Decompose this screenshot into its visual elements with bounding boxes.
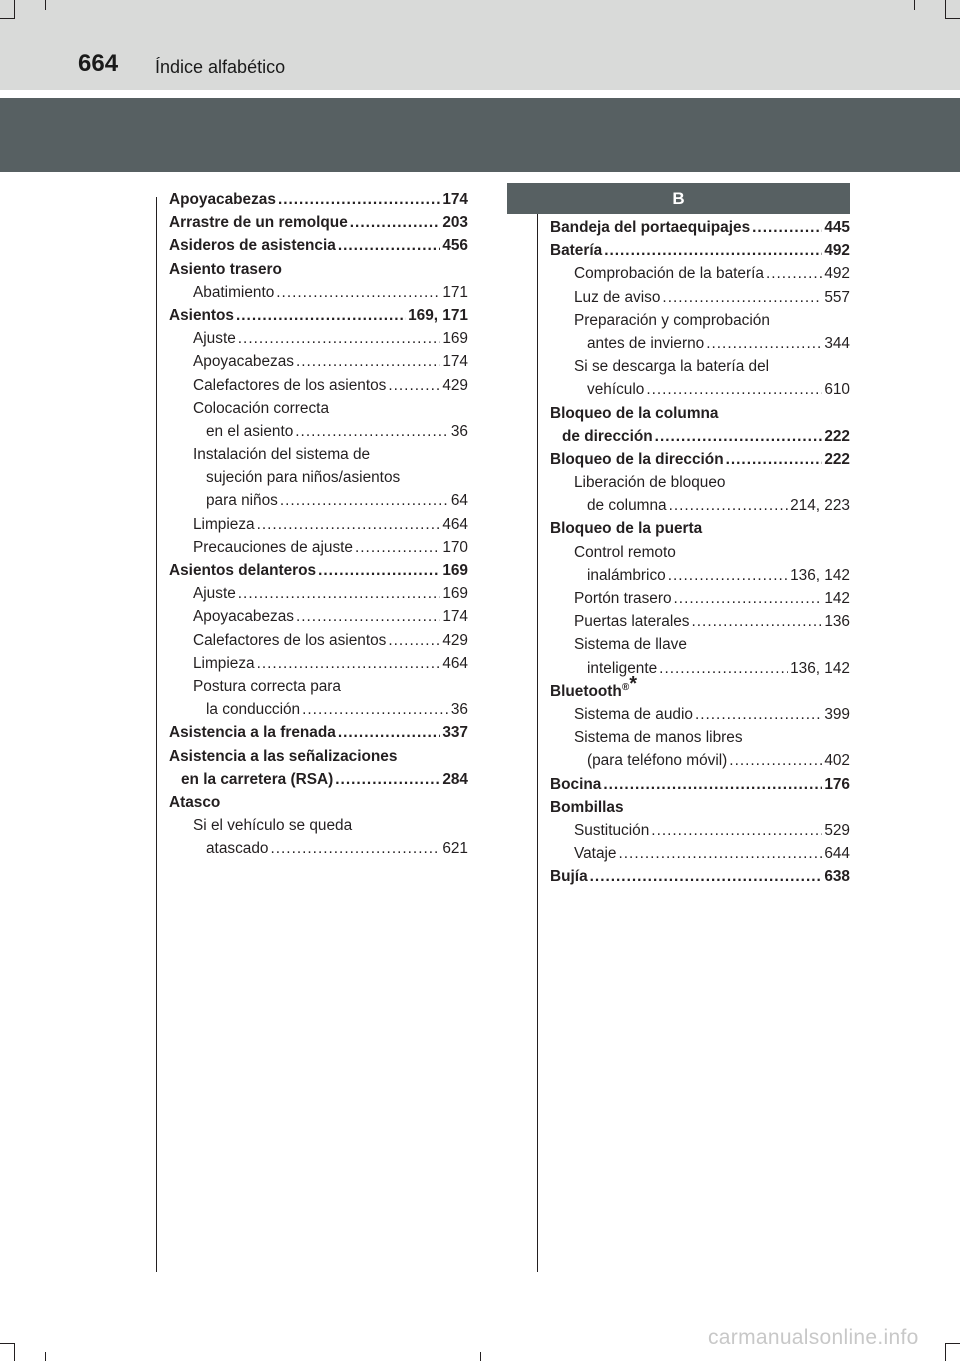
index-entry — [169, 698, 468, 721]
entry-label: Postura correcta para — [193, 677, 341, 695]
index-entry — [550, 309, 850, 332]
page-title: Índice alfabético — [155, 57, 286, 77]
entry-label: Bloqueo de la columna — [550, 404, 719, 422]
index-entry — [169, 420, 468, 443]
dot-leader — [651, 819, 822, 842]
crop-mark — [14, 0, 15, 18]
entry-page: 174 — [442, 608, 468, 626]
entry-page: 169 — [442, 330, 468, 348]
entry-label: Limpieza — [193, 654, 255, 672]
entry-page: 203 — [442, 214, 468, 232]
entry-label: Portón trasero — [574, 590, 672, 607]
entry-label: Limpieza — [193, 515, 255, 533]
dot-leader — [388, 374, 440, 397]
index-entry — [550, 819, 850, 842]
entry-page: 464 — [442, 654, 468, 672]
index-entry — [550, 633, 850, 656]
index-entry — [169, 281, 468, 304]
dot-leader — [280, 489, 449, 512]
entry-label: Puertas laterales — [574, 613, 690, 631]
entry-page: 399 — [824, 705, 850, 723]
entry-label: Colocación correcta — [193, 399, 330, 417]
entry-page: 337 — [442, 724, 468, 742]
index-entry — [550, 216, 850, 239]
entry-label: en la carretera (RSA) — [181, 770, 334, 788]
entry-page: 64 — [450, 492, 468, 510]
entry-label: (para teléfono móvil) — [587, 752, 728, 770]
entry-label: Si se descarga la batería del — [574, 358, 770, 376]
entry-label: Sustitución — [574, 821, 650, 839]
crop-mark — [480, 1352, 481, 1361]
dot-leader — [388, 629, 440, 652]
entry-label: Vataje — [574, 845, 617, 863]
index-entry — [169, 304, 468, 327]
index-entry — [550, 657, 850, 680]
dot-leader — [590, 865, 823, 888]
dot-leader — [350, 211, 441, 234]
index-column-right — [550, 216, 850, 888]
dot-leader — [278, 188, 440, 211]
entry-page: 136, 142 — [790, 659, 850, 677]
index-entry — [550, 494, 850, 517]
index-entry — [169, 234, 468, 257]
dot-leader — [318, 559, 440, 582]
index-entry — [550, 286, 850, 309]
dot-leader — [726, 448, 823, 471]
entry-page: 36 — [450, 701, 468, 719]
entry-page: 171 — [442, 283, 468, 301]
index-entry — [550, 425, 850, 448]
entry-label: atascado — [206, 840, 269, 858]
entry-page: 638 — [824, 868, 850, 886]
entry-page: 136, 142 — [790, 566, 850, 584]
index-entry — [550, 564, 850, 587]
header-dark-band — [0, 98, 960, 172]
entry-label: de columna — [587, 497, 667, 515]
dot-leader — [604, 239, 822, 262]
index-entry — [169, 837, 468, 860]
entry-label: Bombillas — [550, 798, 624, 816]
header-band — [0, 0, 960, 90]
entry-page: 142 — [824, 590, 850, 607]
entry-label: Asiento trasero — [169, 260, 282, 278]
dot-leader — [257, 652, 441, 675]
dot-leader — [695, 703, 822, 726]
entry-page: 214, 223 — [790, 497, 850, 515]
entry-label: inteligente — [587, 659, 658, 677]
crop-mark — [945, 18, 960, 19]
entry-label: Bandeja del portaequipajes — [550, 219, 751, 236]
index-entry — [550, 448, 850, 471]
index-entry — [169, 536, 468, 559]
watermark: carmanualsonline.info — [708, 1326, 919, 1349]
entry-page: 492 — [824, 265, 850, 283]
entry-page: 284 — [442, 770, 468, 788]
entry-label: Ajuste — [193, 330, 236, 348]
footnote-star: * — [629, 672, 637, 695]
dot-leader — [706, 332, 822, 355]
index-entry — [169, 791, 468, 814]
index-entry — [169, 652, 468, 675]
entry-page: 621 — [442, 840, 468, 858]
dot-leader — [238, 582, 441, 605]
index-entry — [550, 773, 850, 796]
entry-label: Control remoto — [574, 543, 676, 561]
entry-label: Apoyacabezas — [193, 608, 294, 626]
entry-page: 644 — [824, 845, 850, 863]
index-entry — [550, 517, 850, 540]
dot-leader — [355, 536, 440, 559]
dot-leader — [296, 350, 440, 373]
index-entry — [169, 721, 468, 744]
entry-label: Ajuste — [193, 585, 236, 603]
entry-label: Atasco — [169, 793, 221, 811]
dot-leader — [338, 234, 441, 257]
index-entry — [169, 605, 468, 628]
dot-leader — [692, 610, 823, 633]
index-entry — [169, 559, 468, 582]
section-header-b: B — [507, 183, 850, 214]
dot-leader — [669, 494, 789, 517]
entry-label: Apoyacabezas — [193, 353, 294, 371]
index-entry — [169, 258, 468, 281]
entry-label: Calefactores de los asientos — [193, 376, 387, 394]
entry-label: de dirección — [562, 427, 653, 445]
dot-leader — [752, 216, 822, 239]
dot-leader — [619, 842, 823, 865]
entry-label: Bujía — [550, 868, 588, 886]
column-divider-left — [156, 197, 157, 1272]
entry-page: 222 — [824, 427, 850, 445]
index-entry — [169, 582, 468, 605]
dot-leader — [668, 564, 788, 587]
index-entry — [169, 489, 468, 512]
entry-label: Batería — [550, 242, 603, 260]
entry-label: Luz de aviso — [574, 288, 661, 306]
entry-page: 429 — [442, 376, 468, 394]
entry-page: 464 — [442, 515, 468, 533]
entry-page: 429 — [442, 631, 468, 649]
entry-label: Si el vehículo se queda — [193, 817, 353, 835]
index-entry — [550, 726, 850, 749]
entry-page: 610 — [824, 381, 850, 399]
entry-label: Liberación de bloqueo — [574, 474, 726, 492]
index-entry — [550, 541, 850, 564]
index-entry — [550, 703, 850, 726]
crop-mark — [45, 0, 46, 10]
entry-label: Asistencia a las señalizaciones — [169, 747, 398, 765]
crop-mark — [914, 0, 915, 10]
dot-leader — [729, 749, 822, 772]
dot-leader — [270, 837, 440, 860]
entry-page: 169, 171 — [408, 306, 468, 324]
entry-label: Bluetooth — [550, 682, 622, 700]
entry-page: 174 — [442, 353, 468, 371]
entry-page: 344 — [824, 334, 850, 352]
crop-mark — [0, 1343, 15, 1344]
entry-label: Bloqueo de la puerta — [550, 520, 703, 538]
dot-leader — [662, 286, 822, 309]
entry-page: 557 — [824, 288, 850, 306]
crop-mark — [945, 1343, 946, 1361]
index-entry — [550, 355, 850, 378]
entry-label: Sistema de llave — [574, 636, 687, 654]
index-entry — [550, 262, 850, 285]
entry-label: Precauciones de ajuste — [193, 538, 353, 556]
index-entry — [550, 865, 850, 888]
dot-leader — [296, 605, 440, 628]
entry-page: 136 — [824, 613, 850, 631]
dot-leader — [655, 425, 823, 448]
entry-page: 222 — [824, 450, 850, 468]
index-entry — [169, 629, 468, 652]
index-entry — [550, 378, 850, 401]
entry-label: para niños — [206, 492, 278, 510]
page-number: 664 — [78, 50, 119, 77]
entry-label: Bocina — [550, 775, 602, 793]
dot-leader — [338, 721, 441, 744]
index-entry — [550, 239, 850, 262]
entry-label: vehículo — [587, 381, 645, 399]
entry-page: 170 — [442, 538, 468, 556]
entry-label: la conducción — [206, 701, 301, 719]
entry-page: 169 — [442, 562, 468, 579]
entry-page: 176 — [824, 775, 850, 793]
index-entry — [169, 768, 468, 791]
index-entry — [169, 211, 468, 234]
index-entry — [169, 513, 468, 536]
entry-page: 402 — [824, 752, 850, 770]
crop-mark — [0, 18, 15, 19]
index-entry — [550, 796, 850, 819]
entry-page: 174 — [442, 191, 468, 208]
index-entry — [169, 350, 468, 373]
dot-leader — [276, 281, 440, 304]
index-entry — [550, 842, 850, 865]
entry-page: 529 — [824, 821, 850, 839]
dot-leader — [236, 304, 406, 327]
entry-label: Calefactores de los asientos — [193, 631, 387, 649]
entry-page: 169 — [442, 585, 468, 603]
entry-label: Arrastre de un remolque — [169, 214, 348, 232]
index-entry — [550, 471, 850, 494]
registered-mark: ® — [621, 681, 630, 693]
crop-mark — [14, 1343, 15, 1361]
index-entry — [169, 374, 468, 397]
column-divider-right — [537, 197, 538, 1272]
entry-label: Bloqueo de la dirección — [550, 450, 724, 468]
index-column-left — [169, 188, 468, 860]
entry-label: Sistema de audio — [574, 705, 693, 723]
entry-label: Asientos — [169, 306, 234, 324]
entry-label: Asideros de asistencia — [169, 237, 336, 255]
dot-leader — [302, 698, 449, 721]
entry-page: 456 — [442, 237, 468, 255]
entry-label: inalámbrico — [587, 566, 666, 584]
dot-leader — [646, 378, 822, 401]
index-entry — [169, 327, 468, 350]
index-entry — [169, 814, 468, 837]
dot-leader — [257, 513, 441, 536]
dot-leader — [335, 768, 440, 791]
entry-page: 445 — [824, 219, 850, 236]
entry-label: Instalación del sistema de — [193, 446, 371, 464]
entry-label: Asistencia a la frenada — [169, 724, 336, 742]
index-entry — [169, 397, 468, 420]
entry-label: Sistema de manos libres — [574, 729, 743, 747]
crop-mark — [45, 1352, 46, 1361]
entry-label: Apoyacabezas — [169, 191, 276, 208]
entry-page: 492 — [824, 242, 850, 260]
entry-label: Asientos delanteros — [169, 562, 317, 579]
index-entry — [550, 610, 850, 633]
index-entry — [169, 675, 468, 698]
entry-label: antes de invierno — [587, 334, 705, 352]
index-entry — [169, 188, 468, 211]
dot-leader — [766, 262, 822, 285]
dot-leader — [659, 657, 788, 680]
crop-mark — [945, 1343, 960, 1344]
index-entry — [169, 443, 468, 466]
dot-leader — [674, 587, 823, 610]
entry-label: Abatimiento — [193, 283, 275, 301]
index-entry — [550, 749, 850, 772]
index-entry — [169, 745, 468, 768]
dot-leader — [603, 773, 822, 796]
entry-page: 36 — [450, 422, 468, 440]
index-entry — [550, 332, 850, 355]
index-entry — [550, 672, 850, 703]
dot-leader — [238, 327, 441, 350]
entry-label: Preparación y comprobación — [574, 311, 770, 329]
crop-mark — [945, 0, 946, 18]
entry-label: en el asiento — [206, 422, 294, 440]
entry-label: sujeción para niños/asientos — [206, 469, 401, 487]
index-entry — [169, 466, 468, 489]
index-entry — [550, 402, 850, 425]
dot-leader — [295, 420, 449, 443]
index-entry — [550, 587, 850, 610]
entry-label: Comprobación de la batería — [574, 265, 764, 283]
